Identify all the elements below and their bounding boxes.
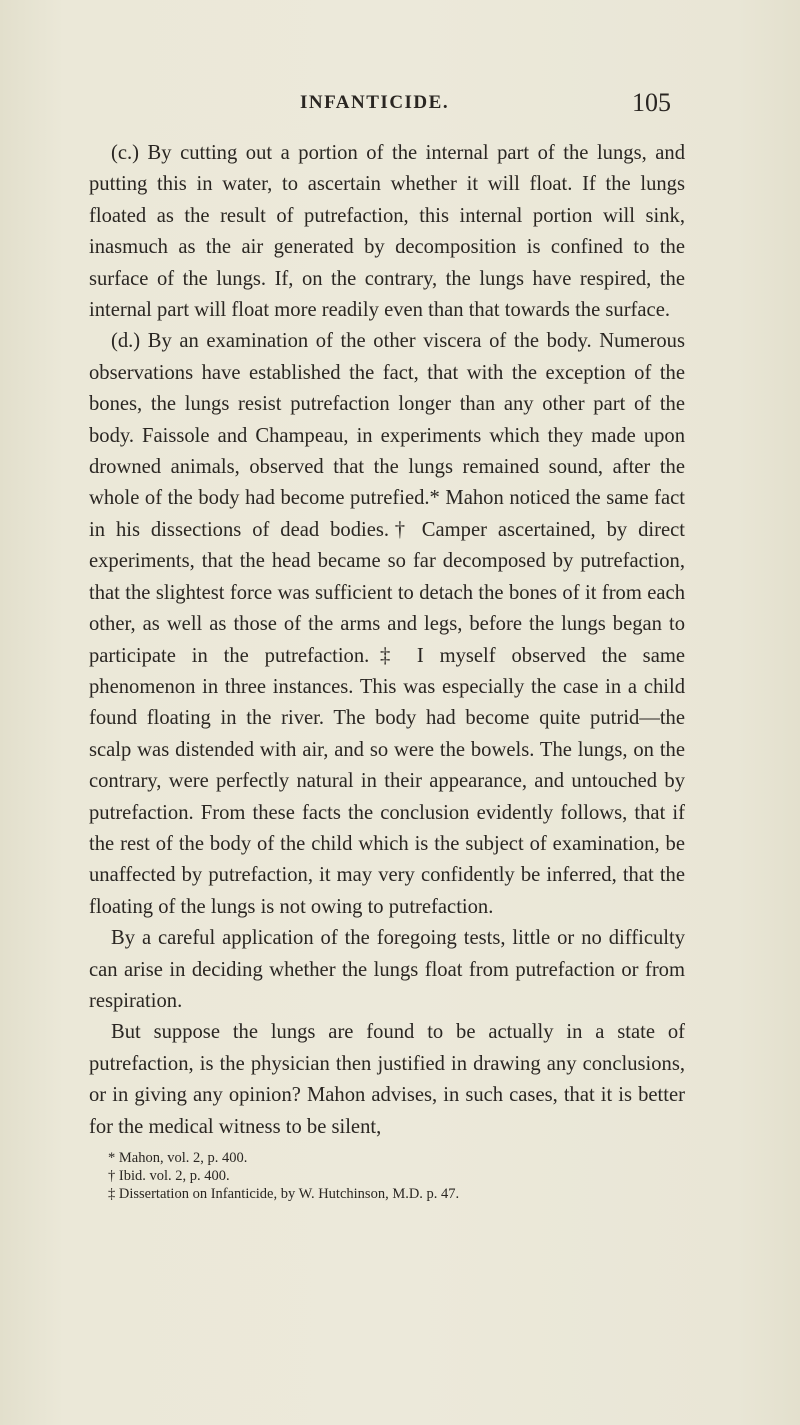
paragraph-careful-application: By a careful application of the foregoing tests, little or no difficulty can arise in deciding whether the lungs float from putrefaction or from respiration.: [89, 927, 685, 1012]
body-text: [89, 138, 685, 1143]
footnote-1: * Mahon, vol. 2, p. 400.: [108, 1150, 248, 1166]
running-head: [0, 88, 800, 118]
paragraph-c: (c.) By cutting out a portion of the internal part of the lungs, and putting this in water, to ascertain whether it will float. If the lungs floated as the result of putrefaction, this internal portion will sink, inasmuch as the air generated by decomposition is confined to the surface of the lungs. If, on the contrary, the lungs have respired, the internal part will float more readily even than that towards the surface.: [89, 142, 685, 322]
running-title: INFANTICIDE.: [300, 92, 450, 113]
footnotes: [108, 1149, 678, 1203]
paragraph-suppose: But suppose the lungs are found to be actually in a state of putrefaction, is the physician then justified in drawing any conclusions, or in giving any opinion? Mahon advises, in such cases, that it is better for the medical witness to be silent,: [89, 1021, 685, 1138]
page-number: 105: [632, 88, 671, 117]
footnote-2: † Ibid. vol. 2, p. 400.: [108, 1168, 230, 1184]
paragraph-d: (d.) By an examination of the other viscera of the body. Numerous observations have established the fact, that with the exception of the bones, the lungs resist putrefaction longer than any other part of the body. Faissole and Champeau, in experiments which they made upon drowned animals, observed that the lungs remained sound, after the whole of the body had become putrefied.* Mahon noticed the same fact in his dissections of dead bodies.† Camper ascertained, by direct experiments, that the head became so far decomposed by putrefaction, that the slightest force was sufficient to detach the bones of it from each other, as well as those of the arms and legs, before the lungs began to participate in the putrefaction.‡ I myself observed the same phenomenon in three instances. This was especially the case in a child found floating in the river. The body had become quite putrid—the scalp was distended with air, and so were the bowels. The lungs, on the contrary, were perfectly natural in their appearance, and untouched by putrefaction. From these facts the conclusion evidently follows, that if the rest of the body of the child which is the subject of examination, be unaffected by putrefaction, it may very confidently be inferred, that the floating of the lungs is not owing to putrefaction.: [89, 330, 685, 918]
footnote-3: ‡ Dissertation on Infanticide, by W. Hutchinson, M.D. p. 47.: [108, 1186, 460, 1202]
